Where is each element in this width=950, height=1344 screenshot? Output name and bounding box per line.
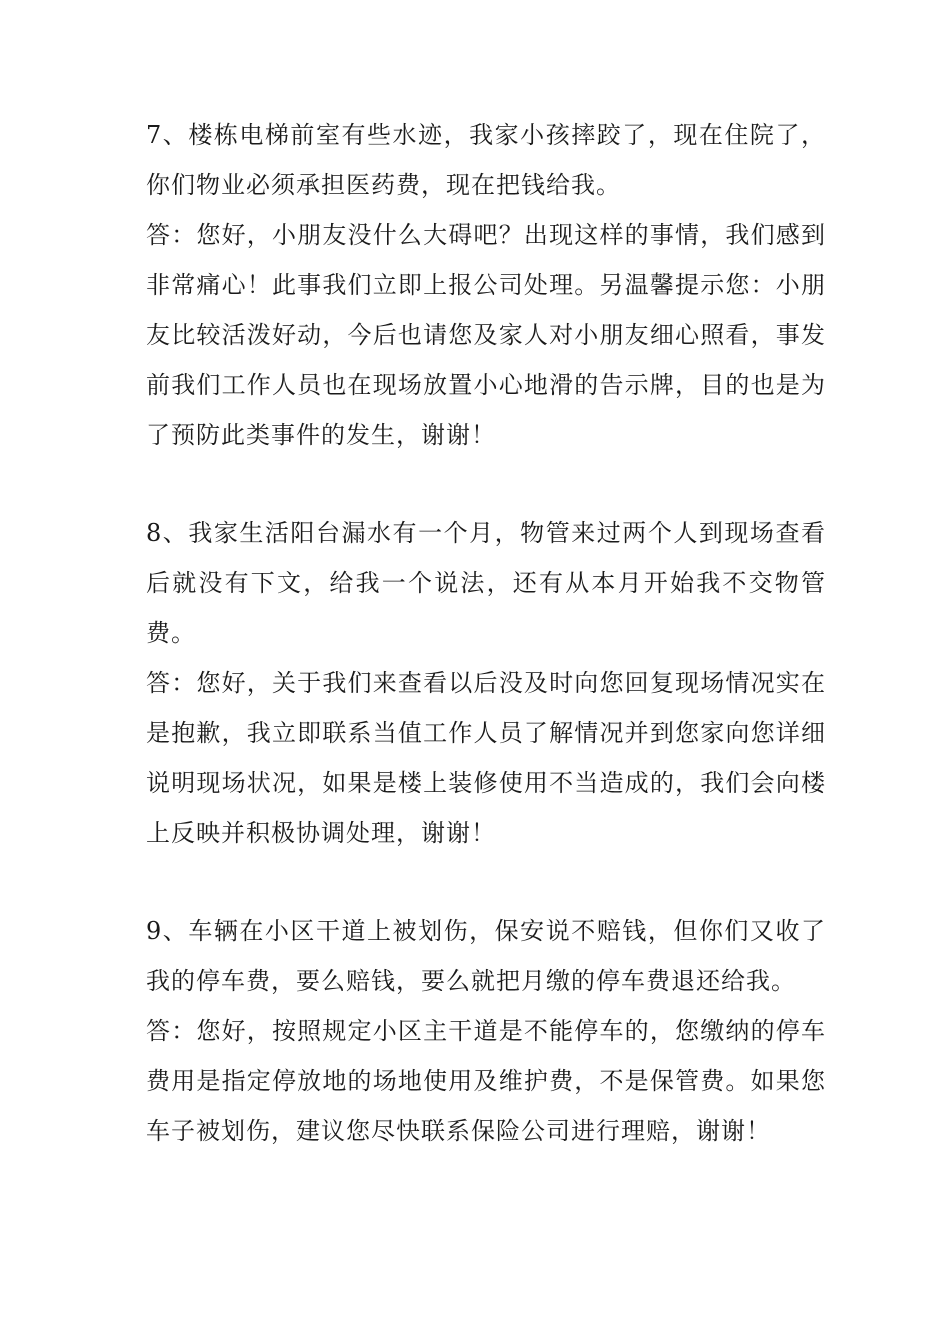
- qa-item-8: [146, 508, 826, 858]
- answer-text: 答：您好，关于我们来查看以后没及时向您回复现场情况实在是抱歉，我立即联系当值工作人员了解情况并到您家向您详细说明现场状况，如果是楼上装修使用不当造成的，我们会向楼上反映并积极协调处理，谢谢！: [146, 669, 826, 847]
- document-body: [146, 110, 826, 1204]
- qa-item-9: [146, 906, 826, 1156]
- question-text: 9、车辆在小区干道上被划伤，保安说不赔钱，但你们又收了我的停车费，要么赔钱，要么就把月缴的停车费退还给我。: [146, 917, 826, 995]
- question-text: 8、我家生活阳台漏水有一个月，物管来过两个人到现场查看后就没有下文，给我一个说法，还有从本月开始我不交物管费。: [146, 519, 826, 647]
- answer-text: 答：您好，按照规定小区主干道是不能停车的，您缴纳的停车费用是指定停放地的场地使用及维护费，不是保管费。如果您车子被划伤，建议您尽快联系保险公司进行理赔，谢谢！: [146, 1017, 826, 1145]
- answer-text: 答：您好，小朋友没什么大碍吧？出现这样的事情，我们感到非常痛心！此事我们立即上报公司处理。另温馨提示您：小朋友比较活泼好动，今后也请您及家人对小朋友细心照看，事发前我们工作人员也在现场放置小心地滑的告示牌，目的也是为了预防此类事件的发生，谢谢！: [146, 221, 826, 449]
- question-text: 7、楼栋电梯前室有些水迹，我家小孩摔跤了，现在住院了，你们物业必须承担医药费，现在把钱给我。: [146, 121, 826, 199]
- qa-item-7: [146, 110, 826, 460]
